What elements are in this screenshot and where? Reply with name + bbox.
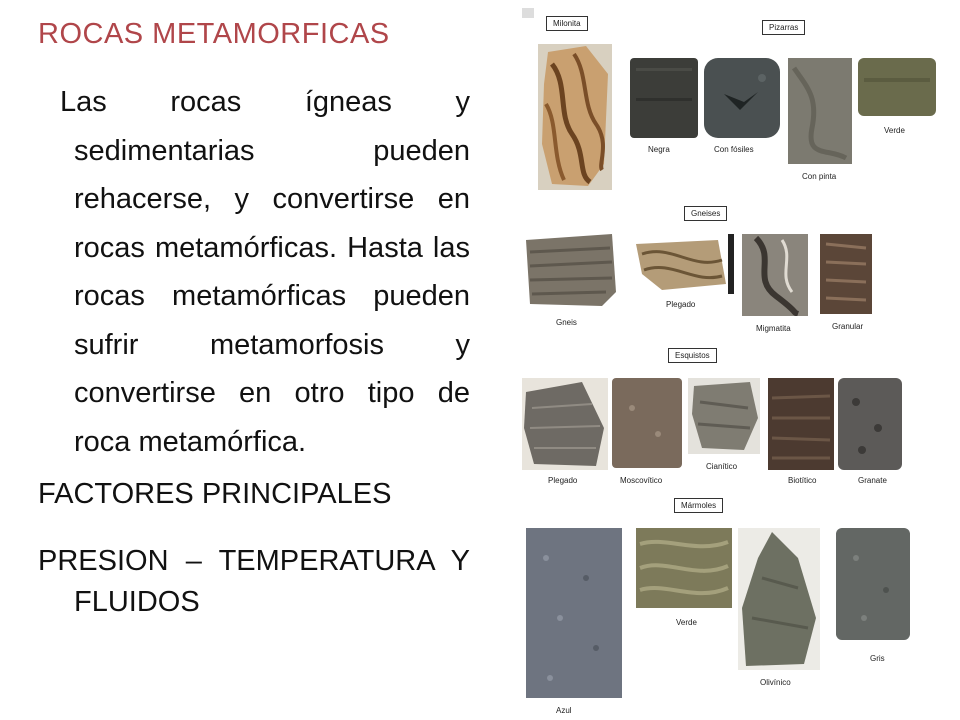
marmol-azul-label: Azul (556, 706, 572, 715)
marmol-verde-label: Verde (676, 618, 697, 627)
slide-title: ROCAS METAMORFICAS (38, 18, 390, 50)
esquisto-plegado-label: Plegado (548, 476, 578, 485)
milonita-header: Milonita (546, 16, 588, 31)
pizarra-verde-image (858, 58, 936, 116)
marmol-olivinico-label: Olivínico (760, 678, 791, 687)
fluidos-line: FLUIDOS (74, 586, 200, 618)
esquisto-biotitico-image (768, 378, 834, 470)
esquisto-moscovitico-image (612, 378, 682, 468)
board-corner-mark (522, 8, 534, 18)
milonita-rock-image (538, 44, 612, 190)
gneis-plegado-image (632, 234, 734, 294)
presion-line: PRESION – TEMPERATURA Y (38, 545, 470, 577)
pizarra-pinta-image (788, 58, 852, 164)
pizarra-negra-label: Negra (648, 145, 670, 154)
esquisto-plegado-image (522, 378, 608, 470)
pizarras-header: Pizarras (762, 20, 805, 35)
migmatita-label: Migmatita (756, 324, 791, 333)
pizarra-negra-image (630, 58, 698, 138)
esquisto-cianitico-label: Cianítico (706, 462, 738, 471)
pizarra-fosiles-label: Con fósiles (714, 145, 754, 154)
marmol-olivinico-image (738, 528, 820, 670)
marmol-gris-image (836, 528, 910, 640)
esquisto-granate-image (838, 378, 902, 470)
marmol-verde-image (636, 528, 732, 608)
gneis-image (522, 232, 618, 308)
esquistos-header: Esquistos (668, 348, 717, 363)
gneis-granular-image (820, 234, 872, 314)
factores-heading: FACTORES PRINCIPALES (38, 478, 392, 510)
marmoles-header: Mármoles (674, 498, 723, 513)
pizarra-verde-label: Verde (884, 126, 905, 135)
pizarra-pinta-label: Con pinta (802, 172, 837, 181)
body-paragraph: Las rocas ígneas y sedimentarias pueden rehacerse, y convertirse en rocas metamórficas. Hasta las rocas metamórficas pueden sufrir metamorfosis y convertirse en otro tipo de roca metamórfica. (60, 86, 470, 458)
marmol-azul-image (526, 528, 622, 698)
gneis-label: Gneis (556, 318, 577, 327)
esquisto-granate-label: Granate (858, 476, 887, 485)
pizarra-fosiles-image (704, 58, 780, 138)
esquisto-cianitico-image (688, 378, 760, 454)
migmatita-image (742, 234, 808, 316)
esquisto-moscovitico-label: Moscovítico (620, 476, 663, 485)
esquisto-biotitico-label: Biotítico (788, 476, 817, 485)
marmol-gris-label: Gris (870, 654, 885, 663)
gneis-plegado-label: Plegado (666, 300, 696, 309)
gneises-header: Gneises (684, 206, 727, 221)
gneis-granular-label: Granular (832, 322, 864, 331)
